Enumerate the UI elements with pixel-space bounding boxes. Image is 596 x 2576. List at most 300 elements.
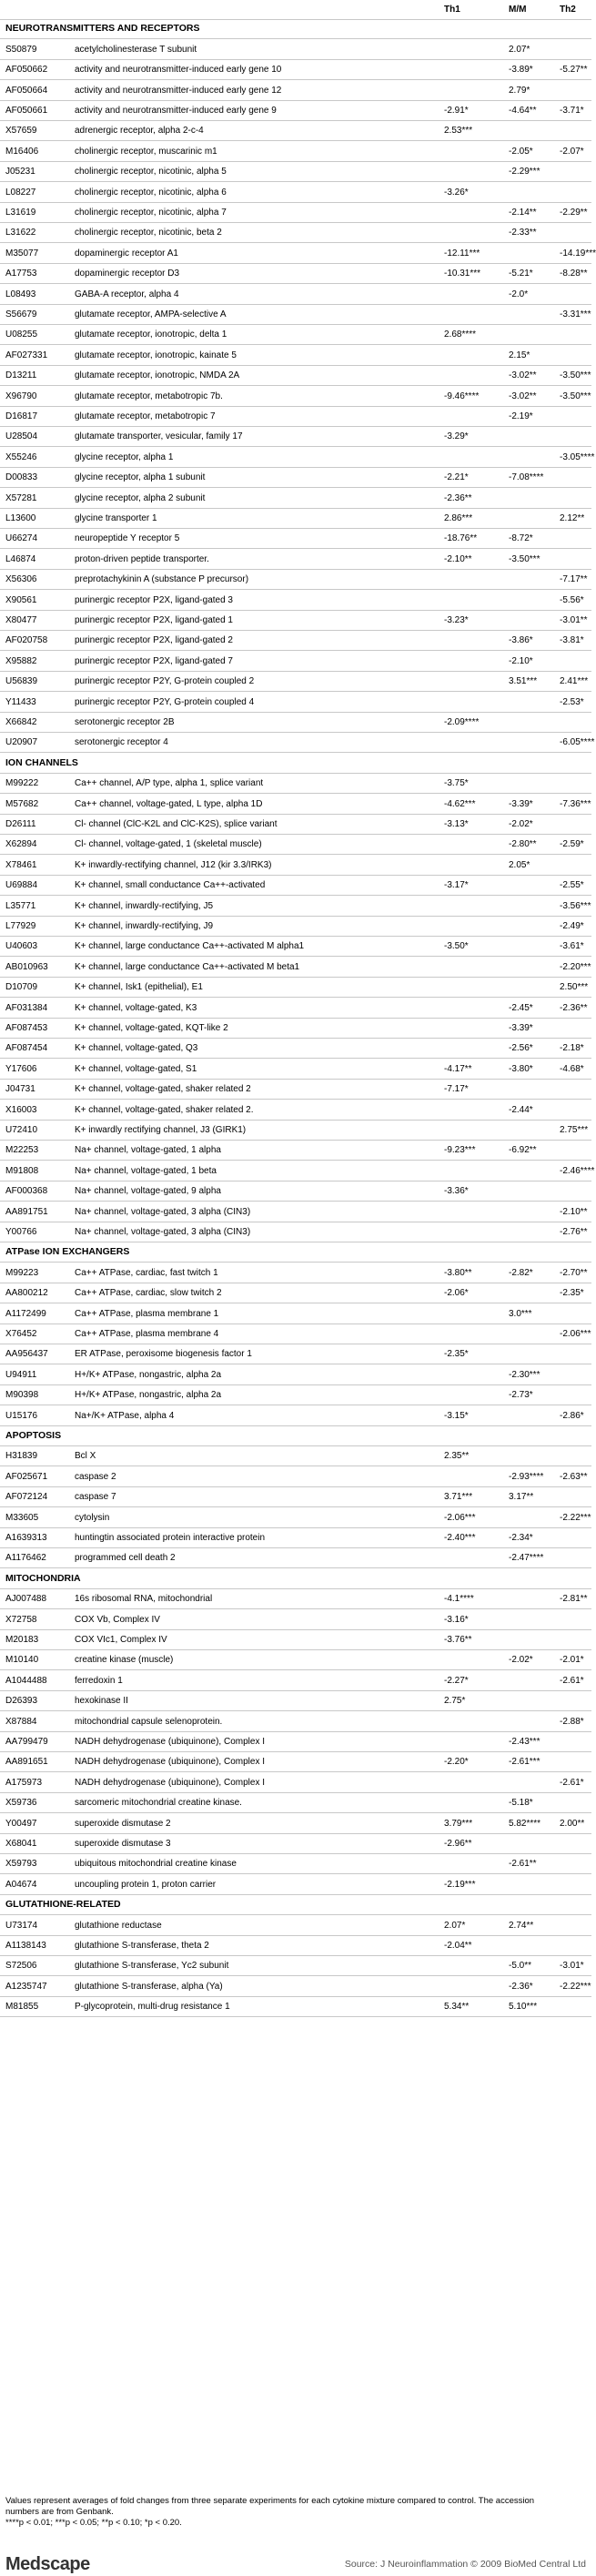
footnote-line: numbers are from Genbank.	[5, 2507, 114, 2517]
table-row	[0, 60, 591, 80]
accession: X59793	[5, 1859, 37, 1870]
table-row	[0, 672, 591, 692]
th1-value: -2.10**	[444, 553, 472, 564]
gene-name: glutamate receptor, AMPA-selective A	[75, 309, 227, 319]
table-row	[0, 733, 595, 753]
table-row	[0, 958, 591, 978]
table-row	[0, 1956, 591, 1976]
table-row	[0, 1793, 591, 1813]
table-row	[0, 856, 591, 876]
gene-name: COX Vb, Complex IV	[75, 1614, 160, 1625]
gene-name: Cl- channel, voltage-gated, 1 (skeletal muscle)	[75, 839, 262, 850]
accession: U20907	[5, 737, 38, 748]
table-row	[0, 468, 591, 488]
accession: Y00766	[5, 1226, 37, 1237]
table-row	[0, 1508, 591, 1528]
accession: D16817	[5, 411, 38, 421]
accession: X66842	[5, 716, 37, 727]
table-row	[0, 1650, 591, 1670]
gene-name: dopaminergic receptor D3	[75, 269, 180, 279]
th1-value: -3.15*	[444, 1410, 469, 1421]
table-row	[0, 101, 591, 121]
gene-name: glutamate transporter, vesicular, family 17	[75, 431, 243, 442]
th2-value: -3.50***	[560, 370, 591, 381]
table-row	[0, 162, 591, 182]
th1-value: -2.36**	[444, 492, 472, 503]
section-header	[0, 1426, 591, 1446]
th1-value: 2.53***	[444, 126, 473, 137]
mm-value: -2.33**	[509, 228, 537, 238]
accession: Y17606	[5, 1063, 37, 1074]
mm-value: -7.08****	[509, 472, 544, 483]
accession: AA799479	[5, 1736, 48, 1747]
accession: U40603	[5, 941, 38, 952]
table-row	[0, 1283, 591, 1303]
th2-value: -2.59*	[560, 839, 584, 850]
accession: AF050661	[5, 105, 48, 116]
th1-value: 5.34**	[444, 2002, 470, 2013]
mm-value: -3.02**	[509, 390, 537, 401]
table-row	[0, 1263, 591, 1283]
table-row	[0, 448, 595, 468]
th1-value: -3.76**	[444, 1634, 472, 1645]
th2-value: -14.19***	[560, 248, 596, 259]
table-row	[0, 285, 591, 305]
section-title: APOPTOSIS	[5, 1429, 62, 1441]
table-row	[0, 591, 591, 611]
th2-value: -2.61*	[560, 1777, 584, 1788]
mm-value: -2.44*	[509, 1104, 533, 1115]
accession: M90398	[5, 1390, 39, 1401]
accession: A04674	[5, 1879, 37, 1890]
accession: A1172499	[5, 1308, 46, 1319]
accession: Y00497	[5, 1818, 37, 1829]
gene-name: H+/K+ ATPase, nongastric, alpha 2a	[75, 1390, 222, 1401]
accession: X76452	[5, 1328, 37, 1339]
gene-name: serotonergic receptor 2B	[75, 716, 175, 727]
th1-value: -3.26*	[444, 187, 469, 198]
table-row	[0, 1875, 591, 1895]
gene-name: superoxide dismutase 3	[75, 1838, 171, 1849]
mm-value: -5.0**	[509, 1961, 532, 1972]
table-row	[0, 529, 591, 549]
mm-value: -2.61**	[509, 1859, 537, 1870]
gene-name: glutamate receptor, ionotropic, delta 1	[75, 330, 227, 340]
accession: X90561	[5, 594, 37, 605]
table-row	[0, 795, 591, 815]
table-row	[0, 1732, 591, 1752]
section-title: GLUTATHIONE-RELATED	[5, 1899, 121, 1911]
table-row	[0, 978, 591, 998]
gene-name: K+ channel, large conductance Ca++-activated M alpha1	[75, 941, 305, 952]
th1-value: -2.40***	[444, 1532, 476, 1543]
table-row	[0, 1528, 591, 1548]
gene-name: creatine kinase (muscle)	[75, 1655, 174, 1666]
gene-name: uncoupling protein 1, proton carrier	[75, 1879, 217, 1890]
th1-value: -2.09****	[444, 716, 480, 727]
table-row	[0, 1182, 591, 1202]
accession: M81855	[5, 2002, 39, 2013]
table-row	[0, 1997, 591, 2017]
accession: AF020758	[5, 635, 48, 646]
gene-name: ferredoxin 1	[75, 1675, 123, 1686]
th2-value: -7.36***	[560, 798, 591, 809]
gene-name: acetylcholinesterase T subunit	[75, 44, 197, 55]
accession: X68041	[5, 1838, 37, 1849]
table-row	[0, 1691, 591, 1711]
th2-value: -2.86*	[560, 1410, 584, 1421]
accession: M99222	[5, 778, 39, 789]
gene-name: purinergic receptor P2X, ligand-gated 1	[75, 614, 233, 625]
table-row	[0, 815, 591, 835]
gene-name: glutamate receptor, ionotropic, NMDA 2A	[75, 370, 240, 381]
gene-name: GABA-A receptor, alpha 4	[75, 289, 179, 299]
accession: AF087453	[5, 1022, 48, 1033]
th1-value: -2.27*	[444, 1675, 469, 1686]
accession: H31839	[5, 1451, 38, 1462]
table-row	[0, 81, 591, 101]
gene-name: glycine transporter 1	[75, 512, 157, 523]
mm-value: -3.89*	[509, 65, 533, 76]
th2-value: -3.50***	[560, 390, 591, 401]
accession: X80477	[5, 614, 37, 625]
th2-value: -3.61*	[560, 941, 584, 952]
table-row	[0, 1304, 591, 1324]
col-header-th1: Th1	[444, 5, 460, 15]
gene-name: K+ channel, voltage-gated, K3	[75, 1002, 197, 1013]
th2-value: -6.05****	[560, 737, 595, 748]
th2-value: -7.17**	[560, 574, 588, 585]
accession: AF000368	[5, 1186, 48, 1197]
th1-value: -2.96**	[444, 1838, 472, 1849]
table-row	[0, 1814, 591, 1834]
gene-name: ubiquitous mitochondrial creatine kinase	[75, 1859, 237, 1870]
mm-value: -3.39*	[509, 798, 533, 809]
mm-value: -2.02*	[509, 1655, 533, 1666]
footnote-significance: ****p < 0.01; ***p < 0.05; **p < 0.10; *p < 0.20.	[5, 2518, 182, 2528]
gene-name: activity and neurotransmitter-induced early gene 10	[75, 65, 282, 76]
table-row	[0, 1080, 591, 1100]
accession: AF050664	[5, 85, 48, 96]
accession: J04731	[5, 1084, 35, 1095]
th1-value: -3.75*	[444, 778, 469, 789]
mm-value: -2.82*	[509, 1267, 533, 1278]
accession: D13211	[5, 370, 37, 381]
accession: X87884	[5, 1716, 37, 1727]
mm-value: -6.92**	[509, 1145, 537, 1156]
footnote-line: Values represent averages of fold changes from three separate experiments for each cytokine mixture compared to control. The accession	[5, 2496, 535, 2506]
accession: AA891751	[5, 1206, 48, 1217]
accession: A1235747	[5, 1981, 47, 1992]
gene-name: mitochondrial capsule selenoprotein.	[75, 1716, 223, 1727]
th2-value: 2.41***	[560, 676, 589, 687]
col-header-mm: M/M	[509, 5, 527, 15]
th1-value: -9.46****	[444, 390, 480, 401]
gene-name: K+ channel, voltage-gated, shaker related 2.	[75, 1104, 254, 1115]
th2-value: -5.56*	[560, 594, 584, 605]
table-row	[0, 1916, 591, 1936]
mm-value: 3.17**	[509, 1492, 534, 1503]
gene-name: Ca++ ATPase, plasma membrane 4	[75, 1328, 219, 1339]
mm-value: -3.80*	[509, 1063, 533, 1074]
gene-name: neuropeptide Y receptor 5	[75, 533, 180, 544]
th1-value: -3.50*	[444, 941, 469, 952]
table-row	[0, 264, 591, 284]
th1-value: -3.16*	[444, 1614, 469, 1625]
gene-name: cholinergic receptor, nicotinic, alpha 5	[75, 167, 227, 177]
mm-value: -5.18*	[509, 1798, 533, 1809]
th2-value: -2.07*	[560, 146, 584, 157]
table-row	[0, 835, 591, 855]
th2-value: -3.31***	[560, 309, 591, 319]
th2-value: 2.75***	[560, 1124, 589, 1135]
table-row	[0, 1161, 595, 1182]
accession: L77929	[5, 920, 36, 931]
gene-name: 16s ribosomal RNA, mitochondrial	[75, 1594, 213, 1605]
th2-value: -2.06***	[560, 1328, 591, 1339]
mm-value: -2.19*	[509, 411, 533, 421]
th2-value: -2.22***	[560, 1981, 591, 1992]
accession: J05231	[5, 167, 35, 177]
accession: L13600	[5, 512, 36, 523]
mm-value: -2.34*	[509, 1532, 533, 1543]
table-row	[0, 693, 591, 713]
table-row	[0, 203, 591, 223]
gene-name: huntingtin associated protein interactive protein	[75, 1532, 266, 1543]
accession: X16003	[5, 1104, 37, 1115]
accession: M91808	[5, 1165, 39, 1176]
gene-name: purinergic receptor P2X, ligand-gated 2	[75, 635, 233, 646]
th1-value: -2.06*	[444, 1288, 469, 1299]
mm-value: -2.29***	[509, 167, 540, 177]
th1-value: -12.11***	[444, 248, 480, 259]
gene-name: Ca++ ATPase, cardiac, slow twitch 2	[75, 1288, 222, 1299]
accession: A17753	[5, 269, 37, 279]
mm-value: -2.45*	[509, 1002, 533, 1013]
th2-value: -2.55*	[560, 880, 584, 891]
mm-value: 2.74**	[509, 1920, 534, 1931]
accession: U15176	[5, 1410, 38, 1421]
table-row	[0, 1060, 591, 1080]
table-row	[0, 1446, 591, 1466]
accession: L46874	[5, 553, 36, 564]
table-row	[0, 1365, 591, 1385]
mm-value: 3.0***	[509, 1308, 532, 1319]
gene-name: NADH dehydrogenase (ubiquinone), Complex I	[75, 1777, 266, 1788]
table-row	[0, 1936, 591, 1956]
table-row	[0, 1039, 591, 1059]
table-row	[0, 40, 591, 60]
gene-name: cholinergic receptor, nicotinic, beta 2	[75, 228, 222, 238]
gene-name: K+ channel, voltage-gated, shaker related 2	[75, 1084, 251, 1095]
th2-value: -2.61*	[560, 1675, 584, 1686]
gene-name: K+ channel, large conductance Ca++-activated M beta1	[75, 961, 300, 972]
table-row	[0, 652, 591, 672]
gene-name: NADH dehydrogenase (ubiquinone), Complex I	[75, 1757, 266, 1768]
accession: U08255	[5, 330, 38, 340]
accession: AF087454	[5, 1043, 48, 1054]
gene-name: superoxide dismutase 2	[75, 1818, 171, 1829]
th2-value: -5.27**	[560, 65, 588, 76]
accession: D00833	[5, 472, 38, 483]
gene-name: caspase 7	[75, 1492, 116, 1503]
accession: A175973	[5, 1777, 43, 1788]
accession: X95882	[5, 655, 37, 666]
gene-name: K+ inwardly-rectifying channel, J12 (kir 3.3/IRK3)	[75, 859, 272, 870]
gene-name: H+/K+ ATPase, nongastric, alpha 2a	[75, 1369, 222, 1380]
accession: AF072124	[5, 1492, 48, 1503]
gene-name: purinergic receptor P2X, ligand-gated 3	[75, 594, 233, 605]
table-row	[0, 999, 591, 1019]
gene-name: Na+/K+ ATPase, alpha 4	[75, 1410, 175, 1421]
gene-name: glutamate receptor, ionotropic, kainate 5	[75, 350, 237, 360]
th1-value: 2.75*	[444, 1696, 466, 1707]
accession: AA800212	[5, 1288, 48, 1299]
gene-name: glycine receptor, alpha 1 subunit	[75, 472, 206, 483]
mm-value: 5.10***	[509, 2002, 538, 2013]
table-row	[0, 1385, 591, 1405]
gene-name: purinergic receptor P2Y, G-protein coupled 2	[75, 676, 255, 687]
accession: AF027331	[5, 350, 48, 360]
gene-name: K+ channel, voltage-gated, KQT-like 2	[75, 1022, 228, 1033]
accession: U69884	[5, 880, 38, 891]
table-row	[0, 1141, 591, 1161]
section-header	[0, 19, 591, 39]
mm-value: -5.21*	[509, 269, 533, 279]
th2-value: -8.28**	[560, 269, 588, 279]
table-row	[0, 305, 591, 325]
gene-name: Ca++ channel, A/P type, alpha 1, splice variant	[75, 778, 264, 789]
section-header	[0, 1242, 591, 1263]
th2-value: -2.22***	[560, 1512, 591, 1523]
accession: D26111	[5, 818, 36, 829]
gene-name: glutamate receptor, metabotropic 7b.	[75, 390, 223, 401]
mm-value: -3.86*	[509, 635, 533, 646]
gene-name: P-glycoprotein, multi-drug resistance 1	[75, 2002, 230, 2013]
mm-value: -2.10*	[509, 655, 533, 666]
table-footnote	[5, 2496, 579, 2529]
gene-name: Na+ channel, voltage-gated, 9 alpha	[75, 1186, 221, 1197]
mm-value: -2.80**	[509, 839, 537, 850]
table-row	[0, 1712, 591, 1732]
th2-value: -2.88*	[560, 1716, 584, 1727]
table-row	[0, 1671, 591, 1691]
table-row	[0, 1487, 591, 1507]
mm-value: 2.15*	[509, 350, 530, 360]
gene-name: K+ channel, Isk1 (epithelial), E1	[75, 982, 203, 993]
mm-value: 2.07*	[509, 44, 530, 55]
th2-value: -3.05****	[560, 451, 595, 462]
mm-value: -2.36*	[509, 1981, 533, 1992]
table-row	[0, 876, 591, 896]
th1-value: -2.21*	[444, 472, 469, 483]
accession: Y11433	[5, 696, 36, 707]
accession: AF025671	[5, 1471, 48, 1482]
th2-value: -2.29**	[560, 207, 588, 218]
gene-name: cholinergic receptor, nicotinic, alpha 6	[75, 187, 227, 198]
gene-name: Na+ channel, voltage-gated, 1 alpha	[75, 1145, 221, 1156]
th2-value: -3.56***	[560, 900, 591, 911]
table-row	[0, 1202, 591, 1222]
mm-value: -2.93****	[509, 1471, 544, 1482]
th1-value: -2.20*	[444, 1757, 469, 1768]
th1-value: -4.62***	[444, 798, 476, 809]
th2-value: -2.46****	[560, 1165, 595, 1176]
accession: X78461	[5, 859, 37, 870]
gene-name: cytolysin	[75, 1512, 110, 1523]
accession: U94911	[5, 1369, 37, 1380]
mm-value: -3.39*	[509, 1022, 533, 1033]
section-header	[0, 754, 591, 774]
th2-value: -2.81**	[560, 1594, 588, 1605]
th1-value: -10.31***	[444, 269, 481, 279]
gene-name: Ca++ ATPase, plasma membrane 1	[75, 1308, 219, 1319]
gene-name: cholinergic receptor, muscarinic m1	[75, 146, 217, 157]
table-row	[0, 570, 591, 590]
table-row	[0, 142, 591, 162]
accession: A1176462	[5, 1553, 46, 1564]
gene-name: purinergic receptor P2X, ligand-gated 7	[75, 655, 233, 666]
gene-name: serotonergic receptor 4	[75, 737, 168, 748]
th2-value: -3.71*	[560, 105, 584, 116]
gene-name: sarcomeric mitochondrial creatine kinase.	[75, 1798, 242, 1809]
accession: X56306	[5, 574, 37, 585]
accession: U73174	[5, 1920, 38, 1931]
table-row	[0, 244, 596, 264]
mm-value: 3.51***	[509, 676, 538, 687]
accession: S50879	[5, 44, 37, 55]
th1-value: -2.19***	[444, 1879, 476, 1890]
table-row	[0, 1222, 591, 1242]
th1-value: -3.23*	[444, 614, 469, 625]
accession: L08227	[5, 187, 36, 198]
mm-value: -2.43***	[509, 1736, 540, 1747]
table-row	[0, 631, 591, 651]
th1-value: 2.68****	[444, 330, 477, 340]
mm-value: -2.30***	[509, 1369, 540, 1380]
accession: M20183	[5, 1634, 39, 1645]
th1-value: 3.79***	[444, 1818, 473, 1829]
th1-value: -3.17*	[444, 880, 469, 891]
gene-name: glycine receptor, alpha 1	[75, 451, 174, 462]
accession: AA891651	[5, 1757, 48, 1768]
section-header	[0, 1569, 591, 1589]
accession: AJ007488	[5, 1594, 47, 1605]
th2-value: -2.36**	[560, 1002, 588, 1013]
table-row	[0, 1324, 591, 1344]
mm-value: -2.14**	[509, 207, 537, 218]
gene-name: K+ channel, voltage-gated, Q3	[75, 1043, 198, 1054]
source-credit: Source: J Neuroinflammation © 2009 BioMed Central Ltd	[344, 2559, 586, 2570]
accession: X57659	[5, 126, 37, 137]
gene-name: glutathione reductase	[75, 1920, 162, 1931]
mm-value: -8.72*	[509, 533, 533, 544]
table-row	[0, 897, 591, 917]
accession: AF031384	[5, 1002, 48, 1013]
mm-value: -2.0*	[509, 289, 529, 299]
gene-name: dopaminergic receptor A1	[75, 248, 178, 259]
section-title: ION CHANNELS	[5, 756, 78, 768]
table-row	[0, 489, 591, 509]
table-row	[0, 937, 591, 957]
gene-name: glutathione S-transferase, alpha (Ya)	[75, 1981, 223, 1992]
accession: X72758	[5, 1614, 37, 1625]
table-row	[0, 325, 591, 345]
th2-value: -2.63**	[560, 1471, 588, 1482]
th2-value: 2.00**	[560, 1818, 585, 1829]
table-row	[0, 183, 591, 203]
th2-value: -2.10**	[560, 1206, 588, 1217]
